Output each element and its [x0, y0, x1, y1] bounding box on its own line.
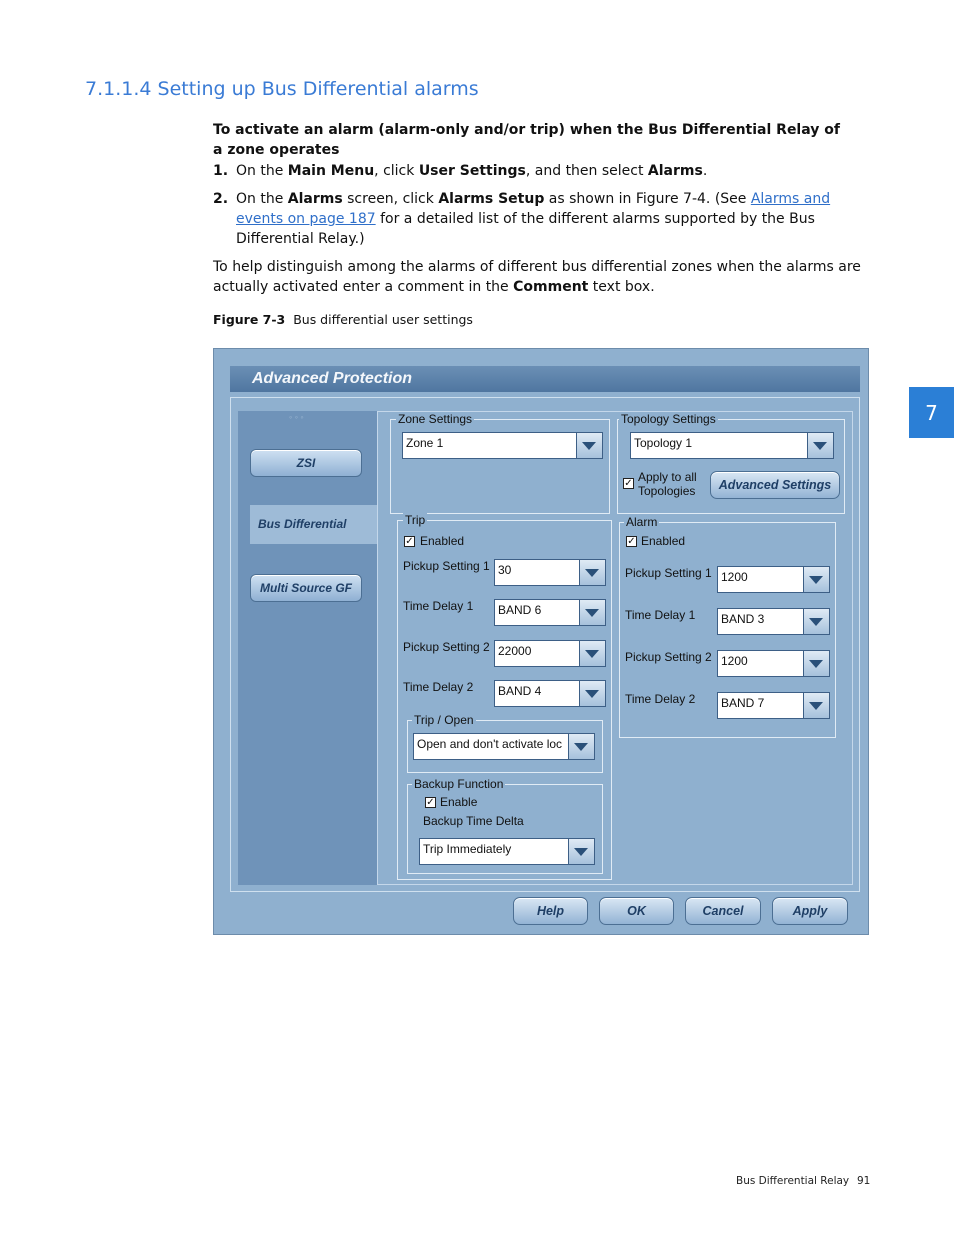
- chevron-down-icon[interactable]: [579, 600, 605, 625]
- apply-all-label: Apply to all Topologies: [638, 470, 697, 498]
- chevron-down-icon[interactable]: [803, 693, 829, 718]
- backup-delta-select[interactable]: Trip Immediately: [419, 838, 595, 865]
- alarm-enabled-checkbox[interactable]: ✓: [627, 536, 636, 547]
- footer-title: Bus Differential Relay: [736, 1175, 850, 1187]
- backup-enable-checkbox[interactable]: ✓: [426, 797, 435, 808]
- apply-all-checkbox[interactable]: ✓: [624, 478, 633, 489]
- trip-open-select[interactable]: Open and don't activate loc: [413, 733, 595, 760]
- alarm-pickup2-select[interactable]: 1200: [717, 650, 830, 677]
- help-button[interactable]: Help: [513, 897, 588, 925]
- trip-delay1-select[interactable]: BAND 6: [494, 599, 606, 626]
- step-number: 2.: [213, 191, 229, 207]
- nav-zsi-button[interactable]: ZSI: [250, 449, 362, 477]
- topology-settings-title: Topology Settings: [621, 412, 716, 426]
- alarm-pickup1-label: Pickup Setting 1: [625, 566, 712, 580]
- chevron-down-icon[interactable]: [576, 433, 602, 458]
- grip-icon: ◦ ◦ ◦: [289, 412, 304, 422]
- topology-select[interactable]: Topology 1: [630, 432, 834, 459]
- trip-delay1-label: Time Delay 1: [403, 599, 474, 613]
- trip-delay2-label: Time Delay 2: [403, 680, 474, 694]
- nav-bus-differential-tab[interactable]: Bus Differential: [250, 505, 379, 544]
- ok-button[interactable]: OK: [599, 897, 674, 925]
- cancel-button[interactable]: Cancel: [685, 897, 761, 925]
- section-heading: 7.1.1.4 Setting up Bus Differential alarms: [85, 78, 479, 100]
- zone-select[interactable]: Zone 1: [402, 432, 603, 459]
- step-text: On the Main Menu, click User Settings, and then select Alarms.: [236, 163, 708, 179]
- step-2: [213, 189, 853, 249]
- step-number: 1.: [213, 163, 229, 179]
- apply-button[interactable]: Apply: [772, 897, 848, 925]
- paragraph: To help distinguish among the alarms of different bus differential zones when the alarms are actually activated enter a comment in the Comment text box.: [213, 259, 861, 295]
- trip-delay2-select[interactable]: BAND 4: [494, 680, 606, 707]
- alarm-delay1-select[interactable]: BAND 3: [717, 608, 830, 635]
- trip-open-title: Trip / Open: [414, 713, 474, 727]
- step-1: [213, 161, 853, 181]
- trip-title: Trip: [405, 513, 426, 527]
- backup-delta-label: Backup Time Delta: [423, 814, 524, 828]
- nav-multi-source-button[interactable]: Multi Source GF: [250, 574, 362, 602]
- chevron-down-icon[interactable]: [807, 433, 833, 458]
- chevron-down-icon[interactable]: [568, 734, 594, 759]
- window-title: Advanced Protection: [230, 366, 860, 392]
- zone-settings-title: Zone Settings: [398, 412, 473, 426]
- chevron-down-icon[interactable]: [579, 681, 605, 706]
- nav-panel: [238, 411, 377, 885]
- alarm-enabled-label: Enabled: [641, 534, 686, 548]
- chevron-down-icon[interactable]: [803, 567, 829, 592]
- chevron-down-icon[interactable]: [803, 609, 829, 634]
- trip-enabled-label: Enabled: [420, 534, 465, 548]
- alarm-title: Alarm: [626, 515, 658, 529]
- trip-pickup1-label: Pickup Setting 1: [403, 559, 490, 573]
- alarm-delay2-label: Time Delay 2: [625, 692, 696, 706]
- alarm-pickup2-label: Pickup Setting 2: [625, 650, 712, 664]
- advanced-settings-button[interactable]: Advanced Settings: [710, 471, 840, 499]
- chevron-down-icon[interactable]: [803, 651, 829, 676]
- chapter-tab: 7: [909, 387, 954, 438]
- alarm-pickup1-select[interactable]: 1200: [717, 566, 830, 593]
- trip-pickup1-select[interactable]: 30: [494, 559, 606, 586]
- alarm-delay1-label: Time Delay 1: [625, 608, 696, 622]
- alarms-events-link[interactable]: Alarms and events on page 187: [236, 191, 831, 227]
- chevron-down-icon[interactable]: [568, 839, 594, 864]
- trip-pickup2-label: Pickup Setting 2: [403, 640, 490, 654]
- trip-enabled-checkbox[interactable]: ✓: [405, 536, 414, 547]
- trip-pickup2-select[interactable]: 22000: [494, 640, 606, 667]
- step-text: On the Alarms screen, click Alarms Setup as shown in Figure 7-4. (See Alarms and events on page 187 for a detailed list of the different alarms supported by the Bus Differential Relay.): [236, 191, 831, 247]
- page-number: 91: [857, 1175, 871, 1187]
- procedure-lead: To activate an alarm (alarm-only and/or trip) when the Bus Differential Relay of a zone operates: [213, 122, 840, 158]
- backup-enable-label: Enable: [440, 795, 478, 809]
- figure-caption: Figure 7-3 Bus differential user settings: [213, 312, 473, 327]
- advanced-protection-window: [213, 348, 869, 935]
- backup-function-title: Backup Function: [414, 777, 504, 791]
- chevron-down-icon[interactable]: [579, 560, 605, 585]
- chevron-down-icon[interactable]: [579, 641, 605, 666]
- alarm-delay2-select[interactable]: BAND 7: [717, 692, 830, 719]
